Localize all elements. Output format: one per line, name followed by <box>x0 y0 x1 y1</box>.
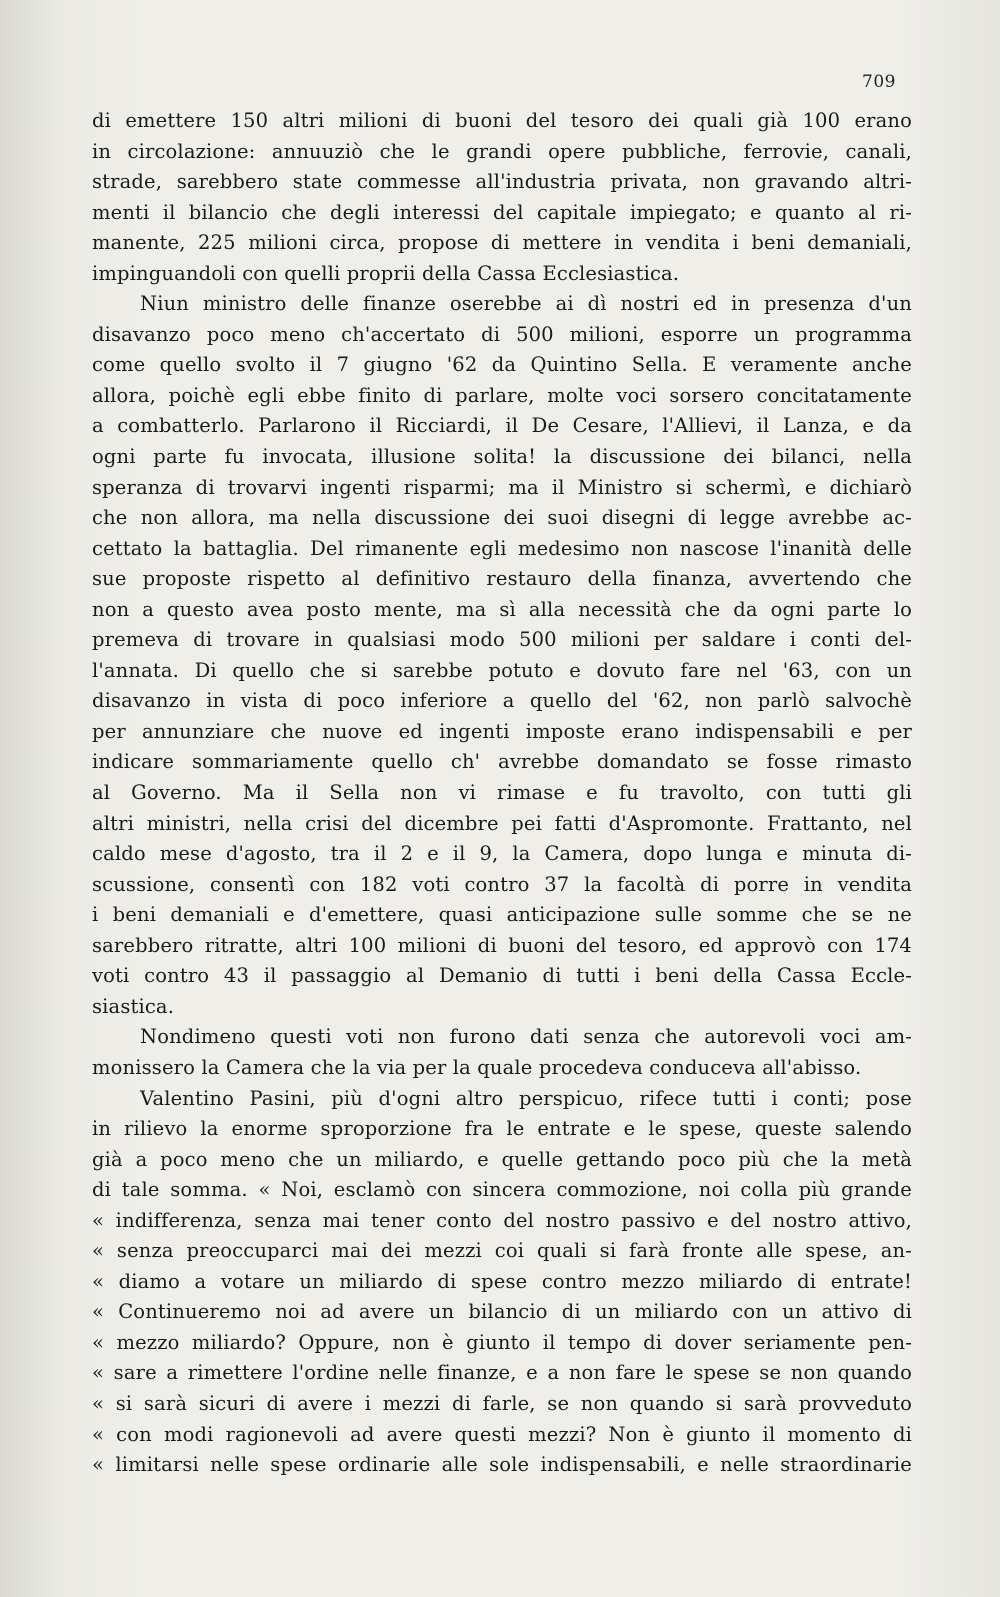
text-line: al Governo. Ma il Sella non vi rimase e fu travolto, con tutti gli <box>92 781 912 805</box>
text-line: cettato la battaglia. Del rimanente egli medesimo non nascose l'inanità delle <box>92 536 912 560</box>
text-line: caldo mese d'agosto, tra il 2 e il 9, la Camera, dopo lunga e minuta di- <box>92 842 912 866</box>
text-line: « con modi ragionevoli ad avere questi mezzi? Non è giunto il momento di <box>92 1422 912 1446</box>
text-line: disavanzo in vista di poco inferiore a quello del '62, non parlò salvochè <box>92 689 912 713</box>
text-line: impinguandoli con quelli proprii della Cassa Ecclesiastica. <box>92 261 680 285</box>
text-line: « Continueremo noi ad avere un bilancio di un miliardo con un attivo di <box>92 1300 912 1324</box>
text-line: di emettere 150 altri milioni di buoni del tesoro dei quali già 100 erano <box>92 109 912 132</box>
text-line: l'annata. Di quello che si sarebbe potuto e dovuto fare nel '63, con un <box>92 658 912 682</box>
text-line: « mezzo miliardo? Oppure, non è giunto il tempo di dover seriamente pen- <box>92 1330 912 1354</box>
text-line: come quello svolto il 7 giugno '62 da Quintino Sella. E veramente anche <box>92 353 912 377</box>
text-line: di tale somma. « Noi, esclamò con sincera commozione, noi colla più grande <box>92 1178 912 1202</box>
text-line: siastica. <box>92 994 175 1018</box>
text-line: voti contro 43 il passaggio al Demanio di tutti i beni della Cassa Eccle- <box>92 964 912 988</box>
text-line: in rilievo la enorme sproporzione fra le entrate e le spese, queste salendo <box>92 1117 912 1141</box>
text-line: « si sarà sicuri di avere i mezzi di farle, se non quando si sarà provveduto <box>92 1391 912 1415</box>
text-line: « indifferenza, senza mai tener conto del nostro passivo e del nostro attivo, <box>92 1208 912 1232</box>
text-line: allora, poichè egli ebbe finito di parlare, molte voci sorsero concitatamente <box>92 383 912 407</box>
text-line: Niun ministro delle finanze oserebbe ai dì nostri ed in presenza d'un <box>140 292 912 316</box>
text-line: a combatterlo. Parlarono il Ricciardi, il De Cesare, l'Allievi, il Lanza, e da <box>92 414 912 438</box>
text-line: ogni parte fu invocata, illusione solita! la discussione dei bilanci, nella <box>92 445 912 469</box>
text-line: « limitarsi nelle spese ordinarie alle sole indispensabili, e nelle straordinarie <box>92 1453 912 1477</box>
text-line: i beni demaniali e d'emettere, quasi anticipazione sulle somme che se ne <box>92 903 912 927</box>
text-line: scussione, consentì con 182 voti contro 37 la facoltà di porre in vendita <box>92 872 912 896</box>
text-line: già a poco meno che un miliardo, e quelle gettando poco più che la metà <box>92 1147 912 1171</box>
page-number: 709 <box>862 72 896 92</box>
text-line: monissero la Camera che la via per la quale procedeva conduceva all'abisso. <box>92 1055 862 1079</box>
text-line: « senza preoccuparci mai dei mezzi coi quali si farà fronte alle spese, an- <box>92 1239 912 1263</box>
text-line: speranza di trovarvi ingenti risparmi; ma il Ministro si schermì, e dichiarò <box>92 475 912 499</box>
text-line: Valentino Pasini, più d'ogni altro perspicuo, rifece tutti i conti; pose <box>140 1086 912 1110</box>
text-line: strade, sarebbero state commesse all'industria privata, non gravando altri- <box>92 170 912 194</box>
text-line: menti il bilancio che degli interessi del capitale impiegato; e quanto al ri- <box>92 200 912 224</box>
text-line: sarebbero ritratte, altri 100 milioni di buoni del tesoro, ed approvò con 174 <box>92 933 912 957</box>
text-line: in circolazione: annuuziò che le grandi opere pubbliche, ferrovie, canali, <box>92 139 912 163</box>
text-line: premeva di trovare in qualsiasi modo 500 milioni per saldare i conti del- <box>92 628 912 652</box>
text-line: « sare a rimettere l'ordine nelle finanze, e a non fare le spese se non quando <box>92 1361 912 1385</box>
text-line: disavanzo poco meno ch'accertato di 500 milioni, esporre un programma <box>92 322 912 346</box>
text-line: manente, 225 milioni circa, propose di mettere in vendita i beni demaniali, <box>92 231 912 255</box>
text-line: « diamo a votare un miliardo di spese contro mezzo miliardo di entrate! <box>92 1269 912 1293</box>
text-line: Nondimeno questi voti non furono dati senza che autorevoli voci am- <box>140 1025 912 1049</box>
body-text <box>92 106 912 1481</box>
text-line: altri ministri, nella crisi del dicembre pei fatti d'Aspromonte. Frattanto, nel <box>92 811 912 835</box>
text-line: non a questo avea posto mente, ma sì alla necessità che da ogni parte lo <box>92 597 912 621</box>
text-line: per annunziare che nuove ed ingenti imposte erano indispensabili e per <box>92 719 912 743</box>
text-line: sue proposte rispetto al definitivo restauro della finanza, avvertendo che <box>92 567 912 591</box>
text-line: indicare sommariamente quello ch' avrebbe domandato se fosse rimasto <box>92 750 912 774</box>
text-line: che non allora, ma nella discussione dei suoi disegni di legge avrebbe ac- <box>92 506 912 530</box>
